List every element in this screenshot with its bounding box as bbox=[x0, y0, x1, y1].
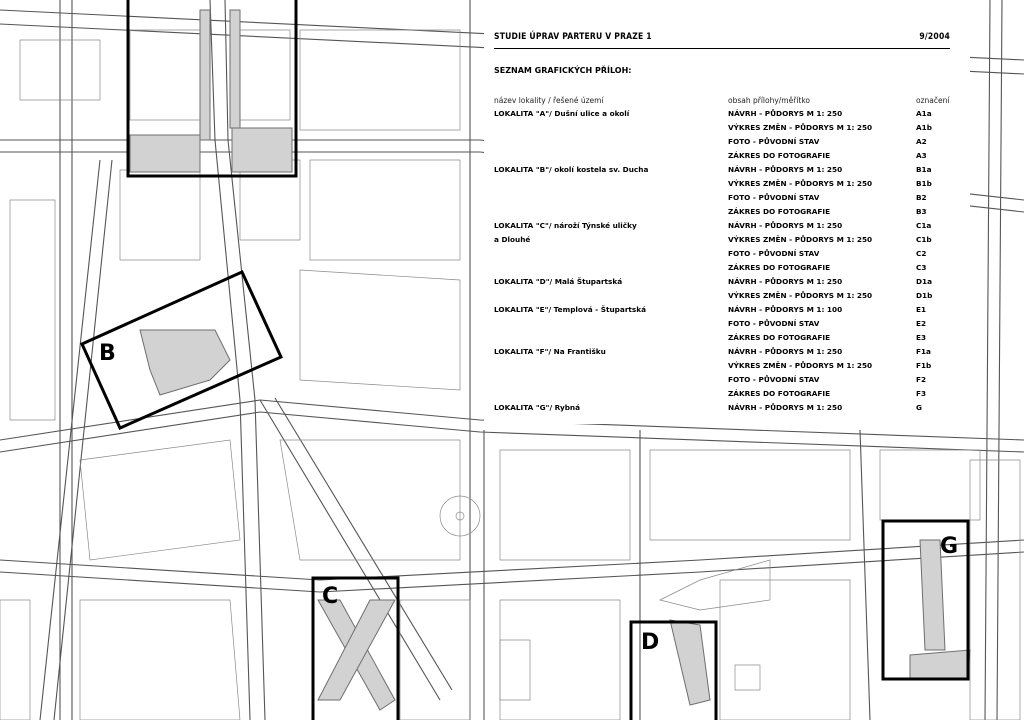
legend-row-content: ZÁKRES DO FOTOGRAFIE bbox=[728, 333, 831, 342]
legend-row-code: A2 bbox=[916, 137, 927, 146]
legend-row bbox=[494, 137, 950, 151]
legend-row-content: VÝKRES ZMĚN - PŮDORYS M 1: 250 bbox=[728, 235, 873, 244]
legend-row-code: A1b bbox=[916, 123, 932, 132]
legend-row-location: a Dlouhé bbox=[494, 235, 531, 244]
legend-row-code: B3 bbox=[916, 207, 927, 216]
legend-row bbox=[494, 123, 950, 137]
legend-row-location: LOKALITA "D"/ Malá Štupartská bbox=[494, 277, 623, 286]
legend-row-content: FOTO - PŮVODNÍ STAV bbox=[728, 375, 820, 384]
legend-row bbox=[494, 263, 950, 277]
legend-row-content: VÝKRES ZMĚN - PŮDORYS M 1: 250 bbox=[728, 361, 873, 370]
legend-header bbox=[494, 30, 950, 49]
column-header-content: obsah přílohy/měřítko bbox=[728, 96, 811, 105]
legend-subtitle: SEZNAM GRAFICKÝCH PŘÍLOH: bbox=[494, 66, 632, 75]
legend-row bbox=[494, 389, 950, 403]
legend-panel bbox=[484, 16, 970, 424]
legend-row-location: LOKALITA "A"/ Dušní ulice a okolí bbox=[494, 109, 630, 118]
legend-row-code: E1 bbox=[916, 305, 927, 314]
legend-row bbox=[494, 207, 950, 221]
legend-row bbox=[494, 165, 950, 179]
legend-row-code: D1a bbox=[916, 277, 933, 286]
legend-row-content: FOTO - PŮVODNÍ STAV bbox=[728, 137, 820, 146]
legend-row-code: F1b bbox=[916, 361, 932, 370]
legend-row-code: A1a bbox=[916, 109, 932, 118]
legend-row-code: F3 bbox=[916, 389, 927, 398]
legend-row-content: ZÁKRES DO FOTOGRAFIE bbox=[728, 207, 831, 216]
column-header-code: označení bbox=[916, 96, 950, 105]
legend-row-code: B1b bbox=[916, 179, 932, 188]
legend-row bbox=[494, 151, 950, 165]
legend-row bbox=[494, 235, 950, 249]
legend-row bbox=[494, 319, 950, 333]
legend-row-content: NÁVRH - PŮDORYS M 1: 250 bbox=[728, 347, 843, 356]
legend-row-content: NÁVRH - PŮDORYS M 1: 250 bbox=[728, 403, 843, 412]
legend-row-code: F2 bbox=[916, 375, 927, 384]
legend-date: 9/2004 bbox=[919, 32, 950, 42]
legend-row-content: FOTO - PŮVODNÍ STAV bbox=[728, 249, 820, 258]
legend-row-location: LOKALITA "C"/ nároží Týnské uličky bbox=[494, 221, 637, 230]
legend-row bbox=[494, 291, 950, 305]
legend-row-code: G bbox=[916, 403, 922, 412]
legend-row-code: E2 bbox=[916, 319, 927, 328]
legend-row-content: ZÁKRES DO FOTOGRAFIE bbox=[728, 151, 831, 160]
legend-row bbox=[494, 193, 950, 207]
legend-row bbox=[494, 347, 950, 361]
legend-row-content: FOTO - PŮVODNÍ STAV bbox=[728, 193, 820, 202]
legend-row-content: ZÁKRES DO FOTOGRAFIE bbox=[728, 389, 831, 398]
legend-row-content: ZÁKRES DO FOTOGRAFIE bbox=[728, 263, 831, 272]
legend-row bbox=[494, 277, 950, 291]
legend-row-code: F1a bbox=[916, 347, 931, 356]
legend-row-code: E3 bbox=[916, 333, 927, 342]
legend-row-content: NÁVRH - PŮDORYS M 1: 100 bbox=[728, 305, 843, 314]
legend-row-code: C2 bbox=[916, 249, 927, 258]
legend-row bbox=[494, 221, 950, 235]
legend-row bbox=[494, 333, 950, 347]
legend-row bbox=[494, 403, 950, 417]
legend-row-code: C3 bbox=[916, 263, 927, 272]
legend-row-code: D1b bbox=[916, 291, 933, 300]
column-header-location: název lokality / řešené území bbox=[494, 96, 604, 105]
legend-row-code: B1a bbox=[916, 165, 932, 174]
legend-row bbox=[494, 109, 950, 123]
frame-label-g: G bbox=[940, 534, 959, 559]
legend-row-content: NÁVRH - PŮDORYS M 1: 250 bbox=[728, 277, 843, 286]
legend-row bbox=[494, 179, 950, 193]
legend-row bbox=[494, 375, 950, 389]
legend-row-content: NÁVRH - PŮDORYS M 1: 250 bbox=[728, 165, 843, 174]
legend-row-content: VÝKRES ZMĚN - PŮDORYS M 1: 250 bbox=[728, 291, 873, 300]
legend-row bbox=[494, 361, 950, 375]
legend-row bbox=[494, 249, 950, 263]
frame-label-b: B bbox=[99, 341, 116, 366]
legend-row-content: NÁVRH - PŮDORYS M 1: 250 bbox=[728, 109, 843, 118]
legend-row-content: VÝKRES ZMĚN - PŮDORYS M 1: 250 bbox=[728, 123, 873, 132]
frame-label-c: C bbox=[322, 584, 339, 609]
legend-row-location: LOKALITA "F"/ Na Františku bbox=[494, 347, 606, 356]
legend-row-content: VÝKRES ZMĚN - PŮDORYS M 1: 250 bbox=[728, 179, 873, 188]
legend-row-location: LOKALITA "G"/ Rybná bbox=[494, 403, 581, 412]
legend-row-location: LOKALITA "E"/ Templová - Štupartská bbox=[494, 305, 647, 314]
legend-row-code: B2 bbox=[916, 193, 927, 202]
legend-row bbox=[494, 305, 950, 319]
frame-label-d: D bbox=[641, 630, 660, 655]
legend-row-content: FOTO - PŮVODNÍ STAV bbox=[728, 319, 820, 328]
legend-row-code: A3 bbox=[916, 151, 927, 160]
legend-row-code: C1b bbox=[916, 235, 932, 244]
legend-row-code: C1a bbox=[916, 221, 932, 230]
legend-row-content: NÁVRH - PŮDORYS M 1: 250 bbox=[728, 221, 843, 230]
legend-row-location: LOKALITA "B"/ okolí kostela sv. Ducha bbox=[494, 165, 649, 174]
legend-title: STUDIE ÚPRAV PARTERU V PRAZE 1 bbox=[494, 32, 652, 42]
